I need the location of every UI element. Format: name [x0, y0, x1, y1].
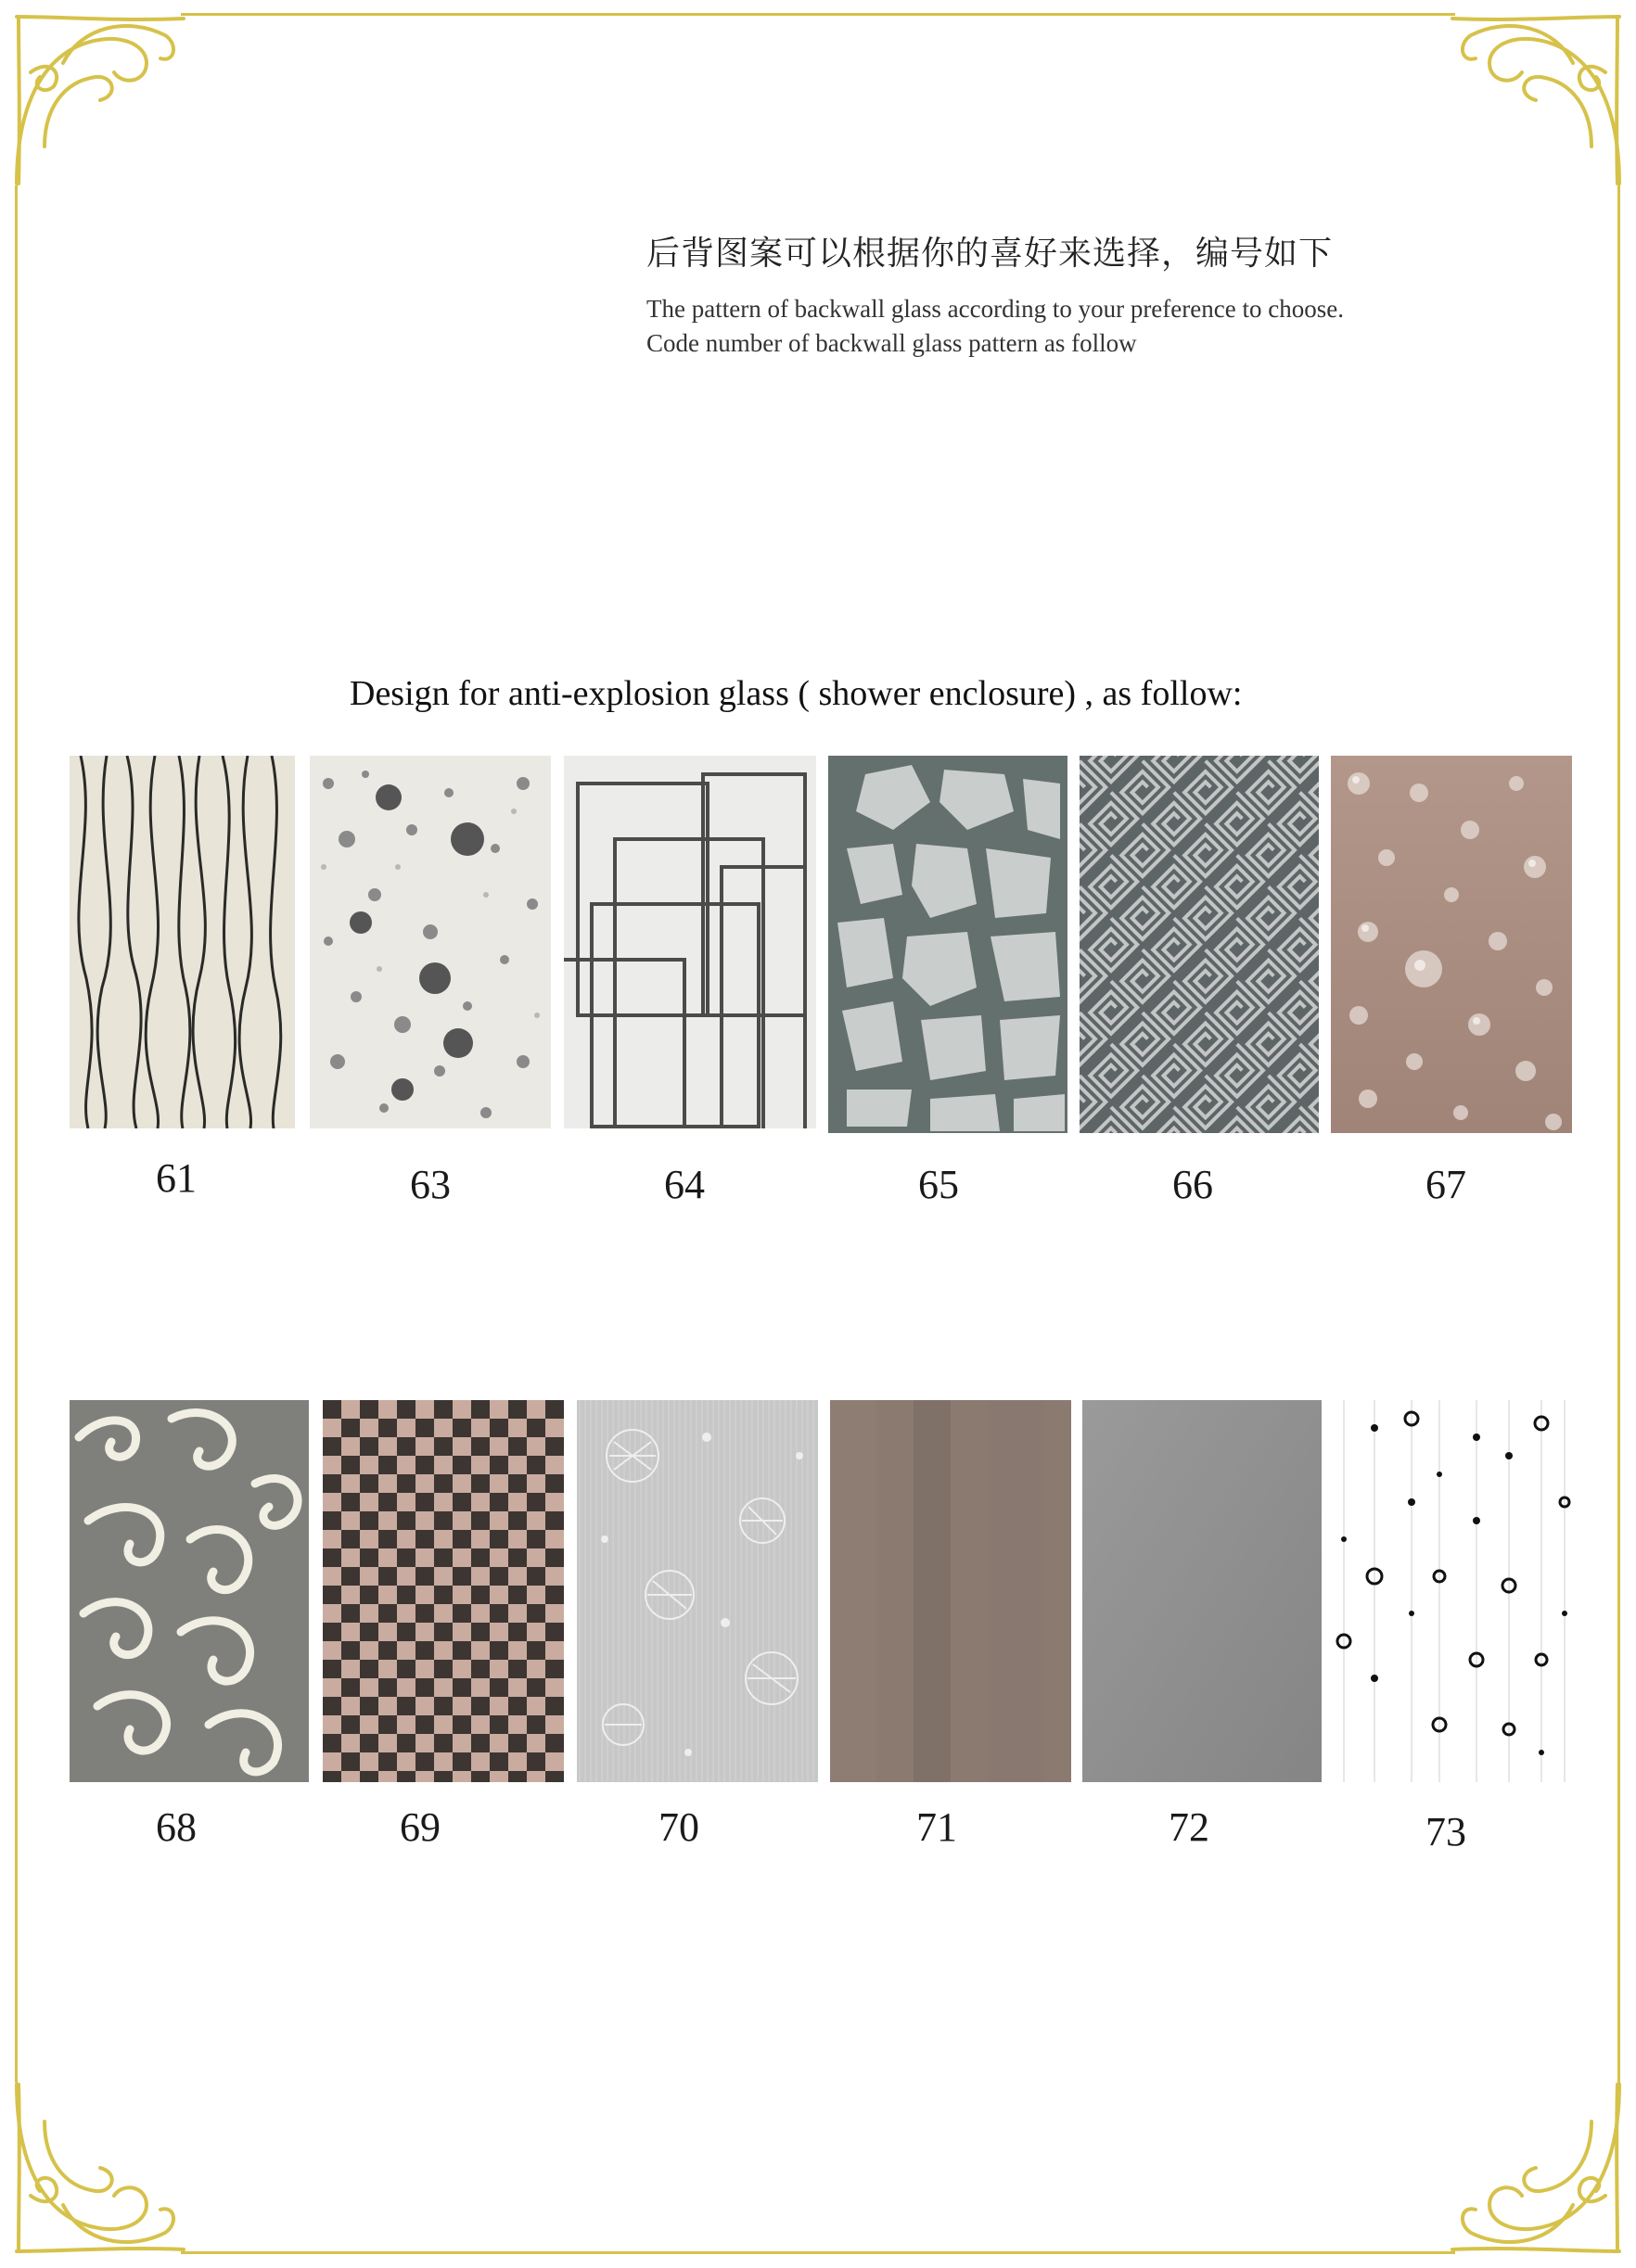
pattern-swatch-70[interactable]	[577, 1400, 818, 1782]
frame-right-line	[1617, 185, 1620, 2083]
pattern-swatch-65[interactable]	[828, 756, 1067, 1133]
section-title: Design for anti-explosion glass ( shower enclosure) , as follow:	[350, 674, 1243, 713]
heading-chinese: 后背图案可以根据你的喜好来选择，编号如下	[646, 235, 1334, 273]
frame-top-line	[181, 13, 1455, 16]
pattern-code-61: 61	[156, 1155, 197, 1201]
pattern-code-72: 72	[1169, 1804, 1209, 1850]
pattern-swatch-73[interactable]	[1333, 1400, 1574, 1782]
pattern-code-73: 73	[1425, 1809, 1466, 1854]
pattern-swatch-67[interactable]	[1331, 756, 1572, 1133]
pattern-swatch-69[interactable]	[323, 1400, 564, 1782]
corner-ornament-top-right	[1443, 7, 1629, 193]
pattern-code-67: 67	[1425, 1162, 1466, 1207]
pattern-swatch-72[interactable]	[1082, 1400, 1322, 1782]
pattern-swatch-64[interactable]	[564, 756, 816, 1128]
heading-english-line-2: Code number of backwall glass pattern as follow	[646, 329, 1137, 357]
pattern-code-64: 64	[664, 1162, 705, 1207]
pattern-swatch-71[interactable]	[830, 1400, 1071, 1782]
heading-english-line-1: The pattern of backwall glass according to your preference to choose.	[646, 295, 1344, 323]
pattern-code-63: 63	[410, 1162, 451, 1207]
pattern-code-66: 66	[1172, 1162, 1213, 1207]
pattern-code-68: 68	[156, 1804, 197, 1850]
corner-ornament-bottom-left	[7, 2075, 193, 2261]
pattern-swatch-63[interactable]	[310, 756, 551, 1128]
corner-ornament-bottom-right	[1443, 2075, 1629, 2261]
pattern-swatch-68[interactable]	[70, 1400, 309, 1782]
pattern-swatch-66[interactable]	[1080, 756, 1319, 1133]
frame-bottom-line	[181, 2251, 1455, 2254]
corner-ornament-top-left	[7, 7, 193, 193]
pattern-code-70: 70	[658, 1804, 699, 1850]
pattern-code-69: 69	[400, 1804, 441, 1850]
frame-left-line	[15, 185, 18, 2083]
pattern-code-71: 71	[916, 1804, 957, 1850]
pattern-code-65: 65	[918, 1162, 959, 1207]
pattern-swatch-61[interactable]	[70, 756, 295, 1128]
